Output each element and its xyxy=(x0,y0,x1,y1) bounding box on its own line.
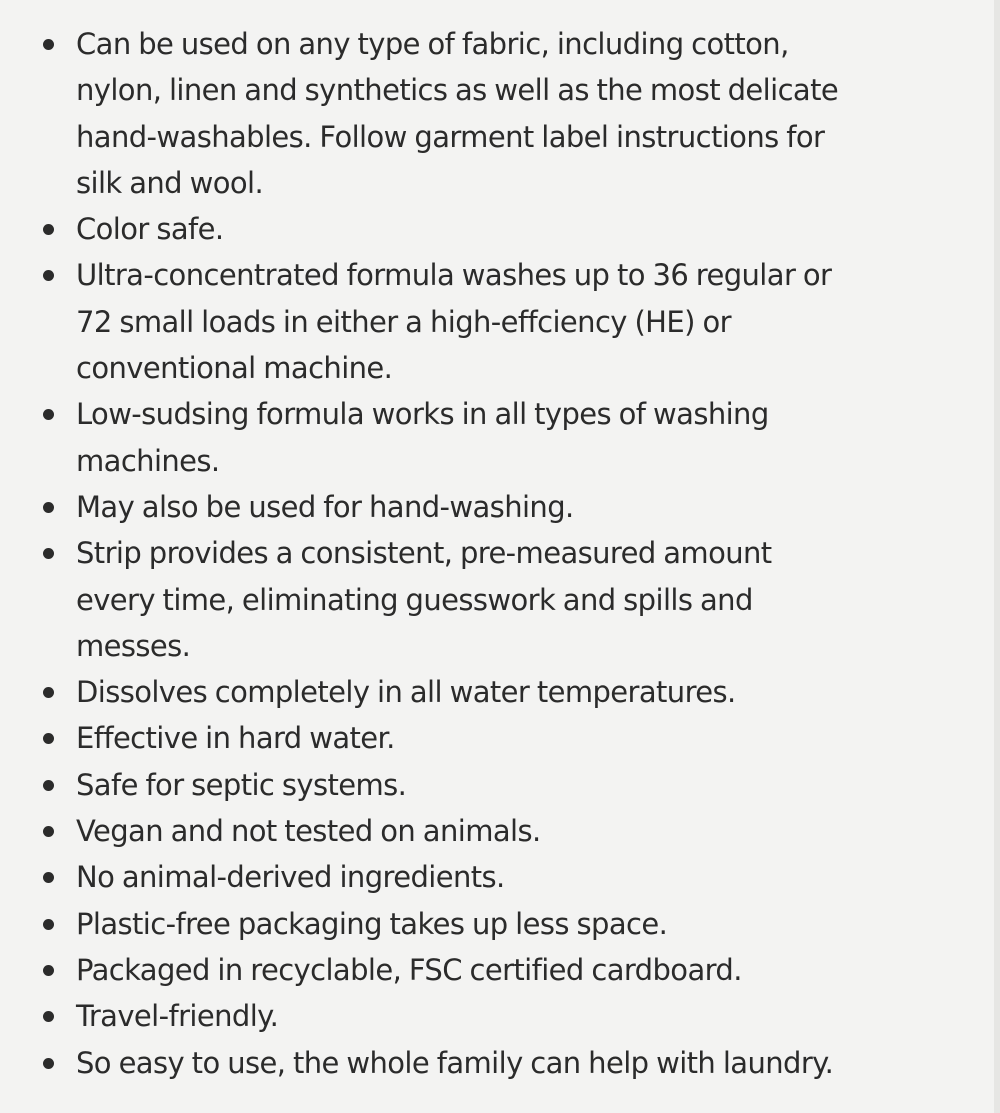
bullet-icon xyxy=(43,409,54,420)
bullet-icon xyxy=(43,502,54,513)
list-item xyxy=(40,391,960,484)
list-item-text: Strip provides a consistent, pre-measured amount every time, eliminating guesswork and spills and messes. xyxy=(76,536,772,663)
list-item xyxy=(40,947,960,993)
list-item-text: So easy to use, the whole family can help with laundry. xyxy=(76,1045,834,1080)
list-item xyxy=(40,21,960,206)
list-item-text: May also be used for hand-washing. xyxy=(76,489,574,524)
bullet-icon xyxy=(43,965,54,976)
list-item-text: Effective in hard water. xyxy=(76,721,395,756)
bullet-icon xyxy=(43,687,54,698)
list-item-text: Color safe. xyxy=(76,212,224,247)
list-item-text: Dissolves completely in all water temperatures. xyxy=(76,675,736,710)
list-item-text: Low-sudsing formula works in all types of washing machines. xyxy=(76,397,769,478)
list-item xyxy=(40,530,960,669)
bullet-icon xyxy=(43,270,54,281)
list-item xyxy=(40,762,960,808)
list-item xyxy=(40,808,960,854)
list-item-text: Packaged in recyclable, FSC certified cardboard. xyxy=(76,952,742,987)
bullet-icon xyxy=(43,826,54,837)
list-item xyxy=(40,252,960,391)
bullet-icon xyxy=(43,39,54,50)
bullet-icon xyxy=(43,872,54,883)
page-edge xyxy=(994,0,1000,1113)
list-item-text: Safe for septic systems. xyxy=(76,767,407,802)
feature-list xyxy=(40,21,960,1086)
list-item-text: Travel-friendly. xyxy=(76,999,279,1034)
bullet-icon xyxy=(43,548,54,559)
list-item-text: Plastic-free packaging takes up less space. xyxy=(76,906,668,941)
bullet-icon xyxy=(43,1011,54,1022)
bullet-icon xyxy=(43,780,54,791)
list-item xyxy=(40,484,960,530)
list-item xyxy=(40,669,960,715)
bullet-icon xyxy=(43,1058,54,1069)
bullet-icon xyxy=(43,919,54,930)
list-item xyxy=(40,901,960,947)
list-item xyxy=(40,715,960,761)
list-item-text: No animal-derived ingredients. xyxy=(76,860,505,895)
list-item-text: Can be used on any type of fabric, including cotton, nylon, linen and synthetics as well as the most delicate hand-washables. Follow garment label instructions for silk and wool. xyxy=(76,27,839,200)
list-item xyxy=(40,1040,960,1086)
list-item xyxy=(40,206,960,252)
bullet-icon xyxy=(43,733,54,744)
bullet-icon xyxy=(43,224,54,235)
list-item xyxy=(40,854,960,900)
list-item-text: Ultra-concentrated formula washes up to 36 regular or 72 small loads in either a high-effciency (HE) or conventional machine. xyxy=(76,258,832,386)
list-item-text: Vegan and not tested on animals. xyxy=(76,814,541,849)
list-item xyxy=(40,993,960,1039)
